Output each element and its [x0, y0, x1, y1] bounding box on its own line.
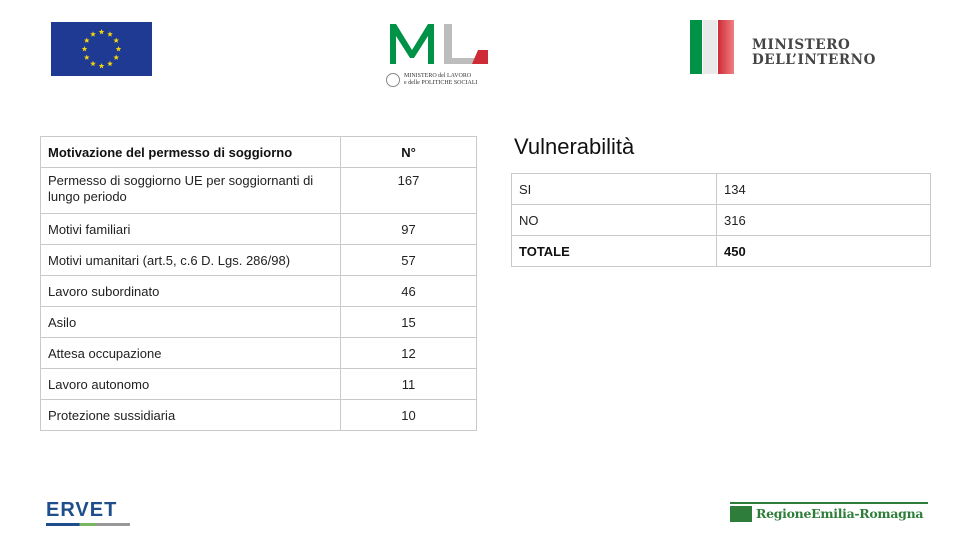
rer-logo-text: RegioneEmilia-Romagna	[756, 506, 924, 521]
table-row	[41, 276, 477, 307]
header-label: Motivazione del permesso di soggiorno	[41, 137, 341, 168]
row-label: TOTALE	[512, 236, 717, 267]
ervet-logo	[46, 500, 130, 528]
table-row	[512, 174, 931, 205]
eu-star-icon	[107, 61, 113, 66]
row-value: 97	[341, 214, 477, 245]
table-row	[41, 338, 477, 369]
row-value: 12	[341, 338, 477, 369]
row-value: 57	[341, 245, 477, 276]
eu-star-icon	[113, 55, 119, 60]
italy-emblem-icon	[386, 73, 400, 87]
header-value: N°	[341, 137, 477, 168]
flag-red-stripe	[718, 20, 734, 74]
mi-line2: DELL’INTERNO	[752, 52, 876, 68]
table-header-row	[41, 137, 477, 168]
eu-star-icon	[113, 38, 119, 43]
row-value: 316	[717, 205, 931, 236]
ervet-underline	[46, 523, 130, 526]
ministero-interno-logo	[690, 20, 890, 74]
eu-star-icon	[99, 29, 105, 34]
table-row	[41, 168, 477, 214]
ml-caption-line2: e delle POLITICHE SOCIALI	[404, 80, 478, 86]
row-label: Lavoro autonomo	[41, 369, 341, 400]
vulnerability-table	[511, 173, 931, 267]
eu-star-icon	[99, 63, 105, 68]
eu-stars-icon	[51, 22, 152, 76]
row-label: Motivi umanitari (art.5, c.6 D. Lgs. 286/98)	[41, 245, 341, 276]
flag-green-stripe	[690, 20, 702, 74]
table-row	[41, 400, 477, 431]
ervet-logo-text: ERVET	[46, 499, 118, 521]
row-value: 10	[341, 400, 477, 431]
row-label: Asilo	[41, 307, 341, 338]
row-value: 134	[717, 174, 931, 205]
table-row-total	[512, 236, 931, 267]
eu-star-icon	[90, 31, 96, 36]
mi-line1: MINISTERO	[752, 37, 851, 53]
eu-star-icon	[116, 46, 122, 51]
vulnerability-title: Vulnerabilità	[514, 134, 635, 159]
eu-star-icon	[82, 46, 88, 51]
row-value: 15	[341, 307, 477, 338]
row-label: Permesso di soggiorno UE per soggiornanti di lungo periodo	[41, 168, 341, 214]
table-row	[41, 369, 477, 400]
eu-star-icon	[107, 31, 113, 36]
table-row	[512, 205, 931, 236]
ml-caption-line1: MINISTERO del LAVORO	[404, 73, 472, 79]
permits-table	[40, 136, 477, 431]
ml-monogram-icon	[386, 20, 492, 66]
row-value: 167	[341, 168, 477, 214]
eu-star-icon	[90, 61, 96, 66]
table-row	[41, 214, 477, 245]
row-value: 46	[341, 276, 477, 307]
flag-white-stripe	[703, 20, 717, 74]
row-value: 11	[341, 369, 477, 400]
row-label: Lavoro subordinato	[41, 276, 341, 307]
regione-emilia-romagna-logo	[730, 502, 928, 524]
eu-star-icon	[84, 38, 90, 43]
table-row	[41, 307, 477, 338]
row-label: SI	[512, 174, 717, 205]
row-label: Motivi familiari	[41, 214, 341, 245]
rer-top-line	[730, 502, 928, 504]
row-value: 450	[717, 236, 931, 267]
rer-emblem-icon	[730, 506, 752, 522]
ministero-lavoro-logo	[386, 20, 492, 84]
row-label: NO	[512, 205, 717, 236]
eu-flag-logo	[51, 22, 152, 76]
row-label: Attesa occupazione	[41, 338, 341, 369]
row-label: Protezione sussidiaria	[41, 400, 341, 431]
table-row	[41, 245, 477, 276]
eu-star-icon	[84, 55, 90, 60]
